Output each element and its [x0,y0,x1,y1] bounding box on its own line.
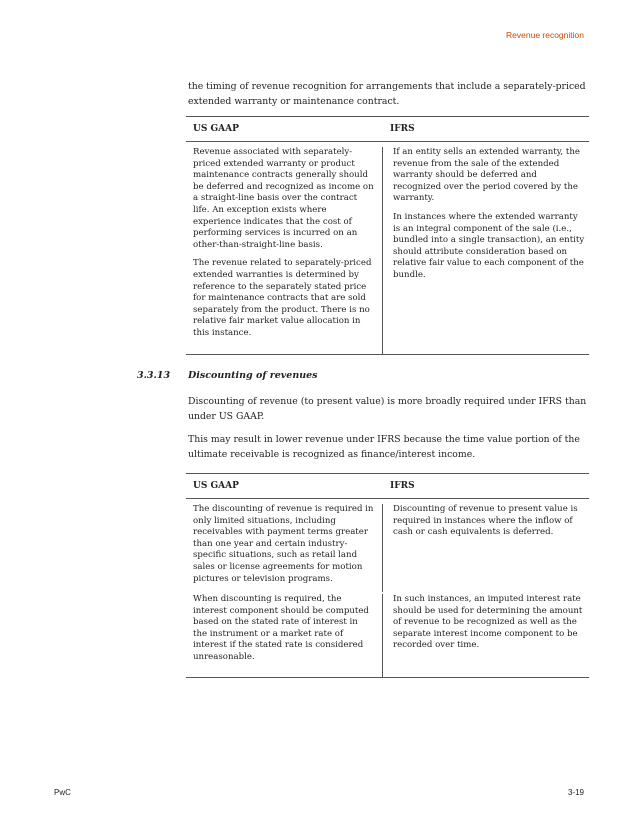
us-gaap-cell [186,504,383,592]
ifrs-cell [383,504,589,592]
ifrs-cell [383,594,589,677]
column-header-us-gaap: US GAAP [193,124,239,134]
cell-paragraph: Discounting of revenue to present value is required in instances where the inflow of cash or cash equivalents is deferred. [393,504,578,538]
table-row [186,142,589,354]
section-title: Discounting of revenues [188,370,318,381]
us-gaap-cell [186,594,383,677]
table-bottom-rule [186,677,589,678]
cell-paragraph: Revenue associated with separately-priced extended warranty or product maintenance contracts generally should be deferred and recognized as income on a straight-line basis over the contract life. An exception exists where experience indicates that the cost of performing services is incurred on an other-than-straight-line basis. [193,147,374,250]
section-number: 3.3.13 [137,370,171,381]
cell-paragraph: In such instances, an imputed interest rate should be used for determining the amount of revenue to be recognized as well as the separate interest income component to be recorded over time. [393,594,583,651]
cell-paragraph: If an entity sells an extended warranty, the revenue from the sale of the extended warranty should be deferred and recognized over the period covered by the warranty. [393,147,580,204]
section-paragraph-1: Discounting of revenue (to present value) is more broadly required under IFRS than under US GAAP. [188,396,587,422]
footer-company: PwC [54,788,71,797]
table-header-row [186,473,589,499]
comparison-table-warranty [186,116,589,355]
page-number: 3-19 [567,788,584,797]
us-gaap-cell [186,147,383,354]
table-header-row [186,116,589,142]
comparison-table-discounting [186,473,589,678]
ifrs-cell [383,147,589,354]
column-header-ifrs: IFRS [390,124,415,134]
column-header-us-gaap: US GAAP [193,481,239,491]
cell-paragraph: The revenue related to separately-priced extended warranties is determined by reference to the separately stated price for maintenance contracts that are sold separately from the product. There is no relative fair market value allocation in this instance. [193,258,372,338]
section-paragraph-2: This may result in lower revenue under IFRS because the time value portion of the ultimate receivable is recognized as finance/interest income. [188,434,580,460]
table-bottom-rule [186,354,589,355]
cell-paragraph: The discounting of revenue is required in only limited situations, including receivables with payment terms greater than one year and certain industry-specific situations, such as retail land sales or license agreements for motion pictures or television programs. [193,504,374,584]
running-header-title: Revenue recognition [506,30,584,40]
cell-paragraph: When discounting is required, the interest component should be computed based on the stated rate of interest in the instrument or a market rate of interest if the stated rate is considered unreasonable. [193,594,369,662]
intro-paragraph: the timing of revenue recognition for arrangements that include a separately-priced extended warranty or maintenance contract. [188,81,586,107]
column-header-ifrs: IFRS [390,481,415,491]
table-row [186,499,589,592]
cell-paragraph: In instances where the extended warranty is an integral component of the sale (i.e., bundled into a single transaction), an entity should attribute consideration based on relative fair value to each component of the bundle. [393,211,585,280]
table-row [186,592,589,677]
